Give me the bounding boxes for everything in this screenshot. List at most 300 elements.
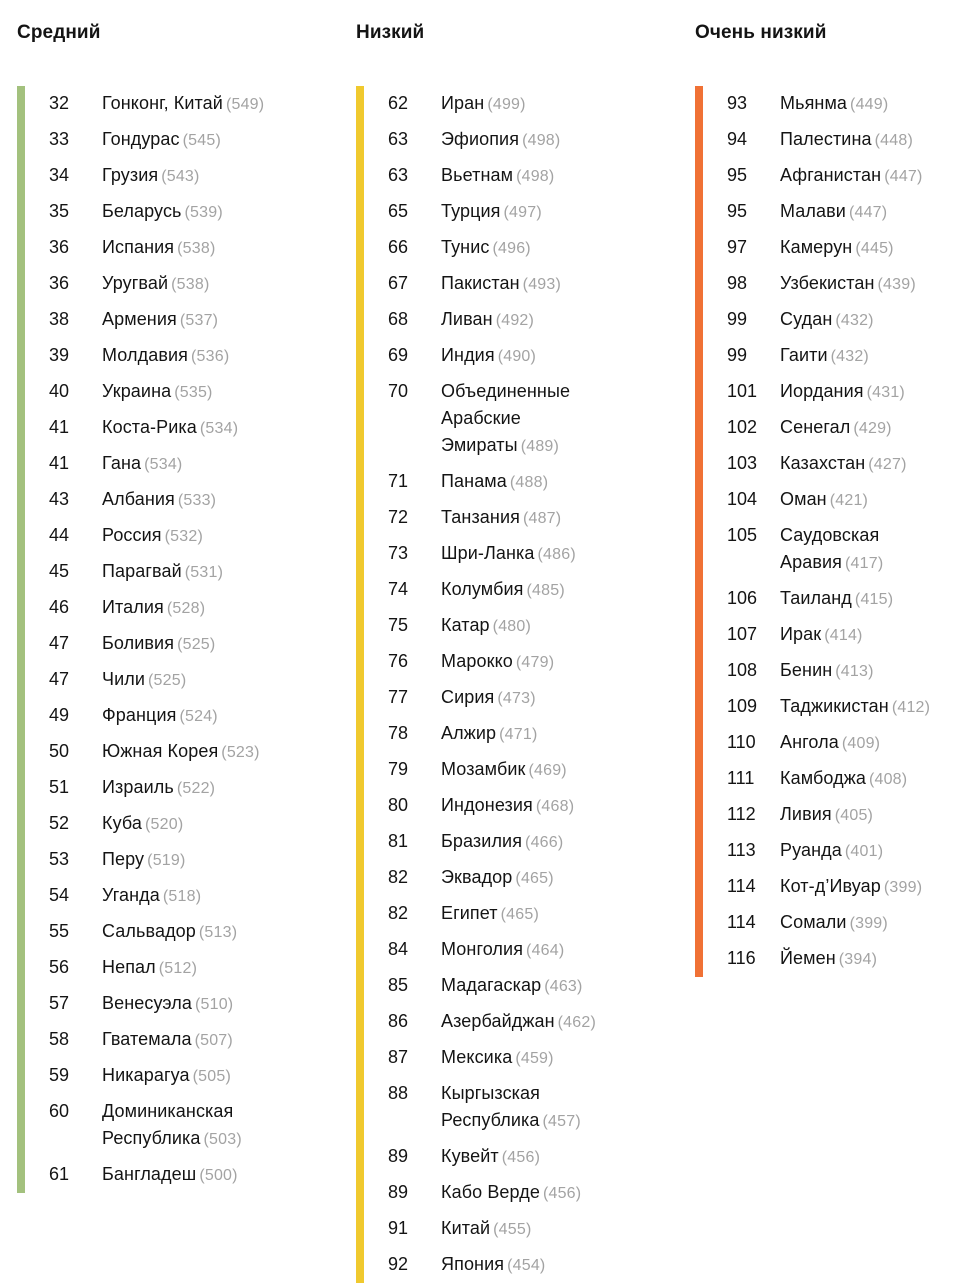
country-name-line: Боливия xyxy=(102,633,175,653)
score-value: (479) xyxy=(515,654,555,671)
country-name xyxy=(441,1040,596,1076)
country-row xyxy=(17,590,264,626)
country-name-line: Бангладеш xyxy=(102,1164,197,1184)
country-name-line: Вьетнам xyxy=(441,165,514,185)
country-name-line: Кот-д’Ивуар xyxy=(780,876,881,896)
rank-number: 84 xyxy=(388,939,409,959)
country-row xyxy=(17,482,264,518)
score-value: (447) xyxy=(848,204,888,221)
country-name xyxy=(441,374,596,464)
country-name xyxy=(441,824,596,860)
rank-number: 113 xyxy=(727,840,756,860)
country-name xyxy=(102,698,264,734)
country-row xyxy=(695,230,930,266)
country-name-line: Перу xyxy=(102,849,145,869)
rank-number: 67 xyxy=(388,273,409,293)
country-name-line: Иордания xyxy=(780,381,864,401)
country-row xyxy=(356,1076,596,1139)
rank-number: 105 xyxy=(727,525,758,545)
score-value: (519) xyxy=(147,852,186,869)
rank-number: 68 xyxy=(388,309,409,329)
country-name-line: Объединенные xyxy=(441,381,571,401)
rank-number: 98 xyxy=(727,273,748,293)
country-name xyxy=(102,338,264,374)
rank-number: 114 xyxy=(727,912,756,932)
country-name-line: Арабские xyxy=(441,408,521,428)
country-name-line: Турция xyxy=(441,201,501,221)
score-value: (429) xyxy=(853,420,892,437)
rank-number: 41 xyxy=(49,417,70,437)
country-row xyxy=(695,266,930,302)
score-value: (454) xyxy=(507,1257,546,1274)
rank-number: 77 xyxy=(388,687,409,707)
rank-number: 58 xyxy=(49,1029,70,1049)
country-name xyxy=(441,1139,596,1175)
country-name xyxy=(102,914,264,950)
rank-number: 109 xyxy=(727,696,758,716)
country-name xyxy=(780,653,930,689)
country-name xyxy=(441,86,596,122)
country-name-line: Молдавия xyxy=(102,345,188,365)
country-name-line: Эквадор xyxy=(441,867,513,887)
country-name-line: Ливан xyxy=(441,309,493,329)
country-name-line: Катар xyxy=(441,615,490,635)
country-row xyxy=(695,653,930,689)
score-value: (464) xyxy=(526,942,565,959)
score-value: (507) xyxy=(194,1032,233,1049)
country-name-line: Оман xyxy=(780,489,827,509)
country-name-line: Бенин xyxy=(780,660,833,680)
country-name xyxy=(780,905,930,941)
score-value: (536) xyxy=(191,348,230,365)
rank-number: 94 xyxy=(727,129,748,149)
score-value: (525) xyxy=(177,636,216,653)
rank-number: 75 xyxy=(388,615,409,635)
score-value: (500) xyxy=(199,1167,238,1184)
score-value: (543) xyxy=(161,168,200,185)
country-row xyxy=(356,536,596,572)
country-name-line: Азербайджан xyxy=(441,1011,555,1031)
rank-number: 79 xyxy=(388,759,409,779)
rank-number: 80 xyxy=(388,795,409,815)
rank-number: 104 xyxy=(727,489,758,509)
country-row xyxy=(356,302,596,338)
rank-number: 116 xyxy=(727,948,756,968)
country-name xyxy=(102,86,264,122)
score-value: (427) xyxy=(868,456,907,473)
country-name xyxy=(102,590,264,626)
country-name-line: Мадагаскар xyxy=(441,975,542,995)
country-name-line: Япония xyxy=(441,1254,505,1274)
country-row xyxy=(17,950,264,986)
rank-number: 78 xyxy=(388,723,409,743)
rank-number: 76 xyxy=(388,651,409,671)
score-value: (498) xyxy=(522,132,561,149)
rank-number: 72 xyxy=(388,507,409,527)
country-row xyxy=(356,158,596,194)
country-row xyxy=(695,338,930,374)
country-name xyxy=(441,752,596,788)
country-name-line: Украина xyxy=(102,381,172,401)
score-value: (421) xyxy=(829,492,869,509)
country-row xyxy=(17,662,264,698)
rank-number: 69 xyxy=(388,345,409,365)
country-name-line: Монголия xyxy=(441,939,524,959)
rank-number: 66 xyxy=(388,237,409,257)
country-name-line: Ирак xyxy=(780,624,822,644)
score-value: (525) xyxy=(148,672,187,689)
score-value: (399) xyxy=(849,915,888,932)
country-name xyxy=(102,410,264,446)
score-value: (523) xyxy=(221,744,260,761)
rank-number: 36 xyxy=(49,273,70,293)
country-name xyxy=(102,986,264,1022)
country-name-line: Кувейт xyxy=(441,1146,499,1166)
score-value: (493) xyxy=(522,276,562,293)
country-name xyxy=(102,446,264,482)
country-name xyxy=(780,446,930,482)
country-name-line: Алжир xyxy=(441,723,497,743)
rank-number: 61 xyxy=(49,1164,70,1184)
country-row xyxy=(17,554,264,590)
score-value: (534) xyxy=(199,420,239,437)
country-name-line: Венесуэла xyxy=(102,993,192,1013)
score-value: (413) xyxy=(835,663,874,680)
score-value: (409) xyxy=(841,735,881,752)
country-row xyxy=(17,1094,264,1157)
country-row xyxy=(17,266,264,302)
country-name xyxy=(780,86,930,122)
country-row xyxy=(356,1139,596,1175)
ranking-list xyxy=(356,86,596,1283)
score-value: (473) xyxy=(497,690,536,707)
country-name xyxy=(102,1022,264,1058)
country-row xyxy=(356,1247,596,1283)
country-row xyxy=(695,617,930,653)
country-name xyxy=(780,410,930,446)
country-name-line: Непал xyxy=(102,957,156,977)
country-name xyxy=(102,518,264,554)
score-value: (432) xyxy=(830,348,869,365)
country-name-line: Республика xyxy=(102,1128,201,1148)
rank-number: 46 xyxy=(49,597,70,617)
score-value: (399) xyxy=(883,879,923,896)
country-row xyxy=(356,86,596,122)
score-value: (431) xyxy=(866,384,905,401)
score-value: (468) xyxy=(535,798,575,815)
country-name-line: Узбекистан xyxy=(780,273,875,293)
rank-number: 34 xyxy=(49,165,70,185)
country-name-line: Эмираты xyxy=(441,435,518,455)
country-name xyxy=(780,158,930,194)
country-name xyxy=(441,680,596,716)
country-name xyxy=(780,797,930,833)
country-name-line: Беларусь xyxy=(102,201,182,221)
country-row xyxy=(695,518,930,581)
country-name-line: Мозамбик xyxy=(441,759,526,779)
country-name xyxy=(780,482,930,518)
country-name xyxy=(102,626,264,662)
score-value: (414) xyxy=(824,627,863,644)
rank-number: 47 xyxy=(49,633,70,653)
country-name xyxy=(441,572,596,608)
country-row xyxy=(356,968,596,1004)
country-name xyxy=(102,950,264,986)
score-value: (549) xyxy=(225,96,265,113)
country-row xyxy=(356,1004,596,1040)
country-row xyxy=(17,302,264,338)
country-name-line: Танзания xyxy=(441,507,520,527)
country-row xyxy=(356,788,596,824)
country-name-line: Никарагуа xyxy=(102,1065,190,1085)
rank-number: 32 xyxy=(49,93,70,113)
country-row xyxy=(356,500,596,536)
rank-number: 95 xyxy=(727,165,748,185)
rank-number: 35 xyxy=(49,201,70,221)
score-value: (528) xyxy=(166,600,206,617)
country-row xyxy=(695,122,930,158)
score-value: (456) xyxy=(501,1149,541,1166)
score-value: (463) xyxy=(544,978,583,995)
rank-number: 44 xyxy=(49,525,70,545)
country-name-line: Уругвай xyxy=(102,273,169,293)
country-row xyxy=(356,752,596,788)
country-row xyxy=(17,878,264,914)
column-title: Очень низкий xyxy=(695,22,827,43)
score-value: (439) xyxy=(877,276,916,293)
country-row xyxy=(17,86,264,122)
country-row xyxy=(17,518,264,554)
country-row xyxy=(695,482,930,518)
rank-number: 92 xyxy=(388,1254,409,1274)
country-name xyxy=(441,644,596,680)
country-name xyxy=(780,761,930,797)
country-name xyxy=(102,158,264,194)
rank-number: 36 xyxy=(49,237,70,257)
rank-number: 103 xyxy=(727,453,758,473)
country-name-line: Палестина xyxy=(780,129,872,149)
country-row xyxy=(17,1058,264,1094)
rank-number: 57 xyxy=(49,993,70,1013)
country-row xyxy=(356,644,596,680)
country-name-line: Пакистан xyxy=(441,273,520,293)
rank-number: 106 xyxy=(727,588,758,608)
rank-number: 97 xyxy=(727,237,748,257)
country-row xyxy=(695,302,930,338)
rank-number: 112 xyxy=(727,804,756,824)
country-name-line: Гаити xyxy=(780,345,828,365)
rank-number: 81 xyxy=(388,831,409,851)
country-name-line: Сенегал xyxy=(780,417,851,437)
country-row xyxy=(356,824,596,860)
country-row xyxy=(17,446,264,482)
rank-number: 50 xyxy=(49,741,70,761)
country-row xyxy=(695,374,930,410)
country-name xyxy=(780,725,930,761)
country-name xyxy=(780,266,930,302)
country-name-line: Кыргызская xyxy=(441,1083,541,1103)
score-value: (499) xyxy=(487,96,526,113)
ranking-list xyxy=(17,86,264,1193)
score-value: (539) xyxy=(184,204,223,221)
country-name-line: Республика xyxy=(441,1110,540,1130)
country-name-line: Франция xyxy=(102,705,177,725)
country-row xyxy=(17,986,264,1022)
country-name xyxy=(102,374,264,410)
country-name-line: Индия xyxy=(441,345,495,365)
country-row xyxy=(17,698,264,734)
score-value: (531) xyxy=(184,564,224,581)
country-row xyxy=(17,158,264,194)
rank-number: 93 xyxy=(727,93,748,113)
country-name xyxy=(102,266,264,302)
rank-number: 33 xyxy=(49,129,70,149)
country-row xyxy=(17,374,264,410)
rank-number: 40 xyxy=(49,381,70,401)
country-name-line: Таджикистан xyxy=(780,696,889,716)
country-name-line: Камерун xyxy=(780,237,853,257)
country-name-line: Камбоджа xyxy=(780,768,866,788)
rank-number: 45 xyxy=(49,561,70,581)
score-value: (432) xyxy=(835,312,874,329)
country-row xyxy=(695,194,930,230)
country-row xyxy=(695,581,930,617)
column-title: Средний xyxy=(17,22,101,43)
rank-number: 62 xyxy=(388,93,409,113)
country-name xyxy=(441,860,596,896)
score-value: (480) xyxy=(492,618,532,635)
rank-number: 51 xyxy=(49,777,70,797)
country-name xyxy=(441,158,596,194)
score-value: (510) xyxy=(194,996,234,1013)
score-value: (535) xyxy=(174,384,213,401)
country-name xyxy=(441,932,596,968)
country-name-line: Коста-Рика xyxy=(102,417,197,437)
score-value: (412) xyxy=(891,699,931,716)
score-value: (498) xyxy=(516,168,555,185)
country-row xyxy=(695,905,930,941)
country-name-line: Кабо Верде xyxy=(441,1182,540,1202)
country-name xyxy=(441,302,596,338)
country-name-line: Бразилия xyxy=(441,831,523,851)
country-name xyxy=(102,122,264,158)
score-value: (532) xyxy=(164,528,203,545)
rank-number: 73 xyxy=(388,543,409,563)
country-row xyxy=(17,770,264,806)
rank-number: 63 xyxy=(388,129,409,149)
country-row xyxy=(695,410,930,446)
rank-number: 110 xyxy=(727,732,756,752)
country-row xyxy=(695,941,930,977)
rank-number: 74 xyxy=(388,579,409,599)
score-value: (538) xyxy=(177,240,216,257)
country-name-line: Куба xyxy=(102,813,142,833)
country-name xyxy=(780,518,930,581)
score-value: (537) xyxy=(179,312,219,329)
country-row xyxy=(356,860,596,896)
country-row xyxy=(17,626,264,662)
rank-number: 111 xyxy=(727,768,755,788)
score-value: (457) xyxy=(542,1113,581,1130)
country-row xyxy=(695,446,930,482)
rank-number: 91 xyxy=(388,1218,409,1238)
country-row xyxy=(695,725,930,761)
country-name-line: Индонезия xyxy=(441,795,533,815)
country-name-line: Судан xyxy=(780,309,833,329)
score-value: (456) xyxy=(542,1185,582,1202)
country-name xyxy=(441,500,596,536)
country-name-line: Египет xyxy=(441,903,498,923)
country-row xyxy=(356,896,596,932)
country-name xyxy=(102,302,264,338)
score-value: (465) xyxy=(515,870,554,887)
country-name-line: Китай xyxy=(441,1218,491,1238)
rank-number: 70 xyxy=(388,381,409,401)
country-row xyxy=(356,716,596,752)
country-name xyxy=(441,230,596,266)
rank-number: 89 xyxy=(388,1182,409,1202)
rank-number: 63 xyxy=(388,165,409,185)
score-value: (486) xyxy=(537,546,576,563)
rank-number: 52 xyxy=(49,813,70,833)
score-value: (417) xyxy=(845,555,884,572)
rank-number: 38 xyxy=(49,309,70,329)
rank-number: 99 xyxy=(727,309,748,329)
country-row xyxy=(356,1175,596,1211)
country-row xyxy=(695,761,930,797)
country-name xyxy=(441,1247,596,1283)
country-name xyxy=(441,896,596,932)
score-value: (505) xyxy=(192,1068,231,1085)
country-name-line: Доминиканская xyxy=(102,1101,234,1121)
country-name-line: Аравия xyxy=(780,552,842,572)
country-name xyxy=(780,581,930,617)
rank-number: 49 xyxy=(49,705,70,725)
country-row xyxy=(356,608,596,644)
country-row xyxy=(695,869,930,905)
country-row xyxy=(695,797,930,833)
country-name-line: Россия xyxy=(102,525,162,545)
score-value: (449) xyxy=(850,96,889,113)
rank-number: 65 xyxy=(388,201,409,221)
country-name xyxy=(441,788,596,824)
country-name-line: Мексика xyxy=(441,1047,513,1067)
country-name-line: Испания xyxy=(102,237,175,257)
country-name-line: Гондурас xyxy=(102,129,180,149)
country-name xyxy=(441,1076,596,1139)
score-value: (408) xyxy=(868,771,908,788)
country-name xyxy=(441,1175,596,1211)
score-value: (462) xyxy=(557,1014,596,1031)
country-name xyxy=(780,689,930,725)
country-name-line: Грузия xyxy=(102,165,159,185)
country-name xyxy=(102,770,264,806)
score-value: (459) xyxy=(515,1050,554,1067)
country-name xyxy=(780,869,930,905)
country-name-line: Сальвадор xyxy=(102,921,196,941)
country-name-line: Ливия xyxy=(780,804,832,824)
rank-number: 82 xyxy=(388,867,409,887)
score-value: (447) xyxy=(884,168,923,185)
score-value: (490) xyxy=(497,348,537,365)
country-row xyxy=(17,230,264,266)
country-name-line: Израиль xyxy=(102,777,174,797)
score-value: (465) xyxy=(500,906,539,923)
country-row xyxy=(17,1022,264,1058)
score-value: (405) xyxy=(834,807,874,824)
score-value: (513) xyxy=(198,924,238,941)
country-name xyxy=(441,1211,596,1247)
